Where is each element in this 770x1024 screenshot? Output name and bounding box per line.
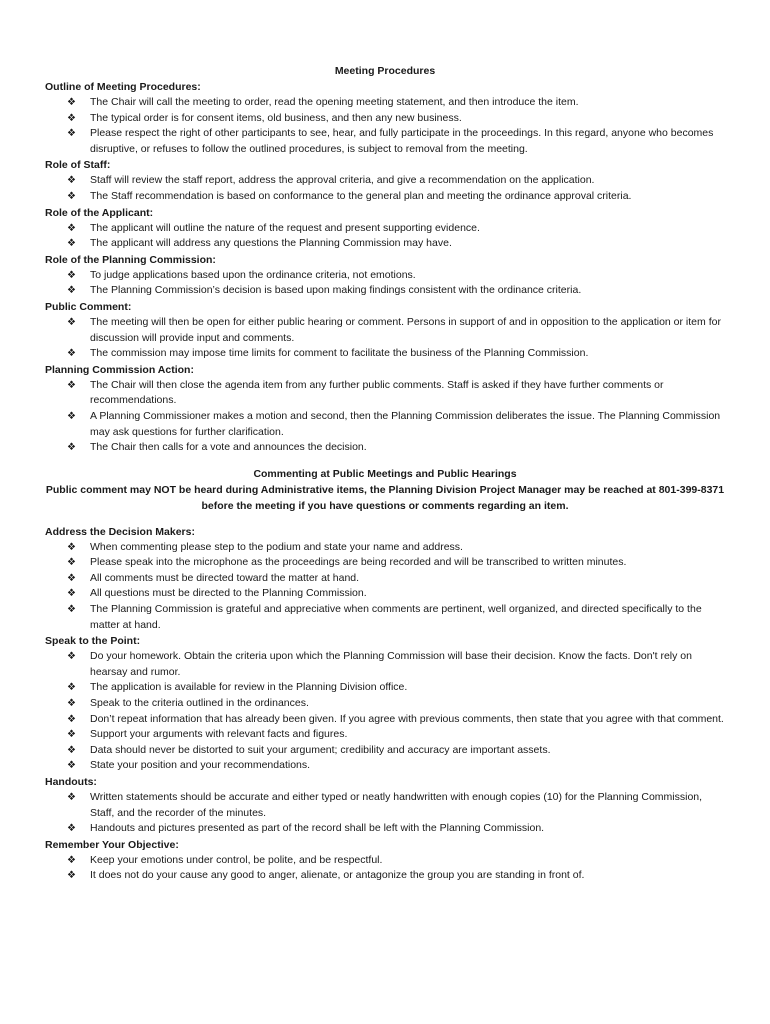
section-heading: Role of Staff:: [45, 159, 111, 172]
list-item-text: Keep your emotions under control, be polite, and be respectful.: [90, 853, 383, 866]
diamond-bullet-icon: ❖: [67, 269, 76, 281]
list-item: [45, 95, 725, 111]
list-item-text: The meeting will then be open for either public hearing or comment. Persons in support of and in opposition to the application or item for discussion will provide input and comments.: [90, 315, 721, 344]
list-item: [45, 378, 725, 409]
diamond-bullet-icon: ❖: [67, 651, 76, 663]
section-heading: Handouts:: [45, 776, 97, 788]
diamond-bullet-icon: ❖: [67, 112, 76, 124]
list-item-text: To judge applications based upon the ordinance criteria, not emotions.: [90, 268, 416, 281]
list-item: [45, 649, 725, 680]
list-item: [45, 743, 725, 759]
section-heading: Role of the Planning Commission:: [45, 253, 216, 266]
list-item-text: The Chair will call the meeting to order, read the opening meeting statement, and then introduce the item.: [90, 96, 579, 108]
list-item-text: The typical order is for consent items, old business, and then any new business.: [90, 111, 462, 124]
section-heading: Remember Your Objective:: [45, 838, 179, 851]
list-item: [45, 602, 725, 633]
list-item-text: Written statements should be accurate and either typed or neatly handwritten with enough copies (10) for the Planning Commission, Staff, and the recorder of the minutes.: [90, 791, 703, 819]
diamond-bullet-icon: ❖: [67, 760, 76, 772]
diamond-bullet-icon: ❖: [67, 870, 76, 882]
list-item-text: The commission may impose time limits for comment to facilitate the business of the Planning Commission.: [90, 347, 589, 360]
bullet-list: [45, 268, 725, 299]
list-item-text: When commenting please step to the podium and state your name and address.: [90, 540, 463, 553]
section-heading: Role of the Applicant:: [45, 206, 154, 219]
list-item-text: Handouts and pictures presented as part of the record shall be left with the Planning Commission.: [90, 822, 545, 835]
diamond-bullet-icon: ❖: [67, 854, 76, 866]
diamond-bullet-icon: ❖: [67, 588, 76, 600]
list-item: [45, 283, 725, 299]
diamond-bullet-icon: ❖: [67, 729, 76, 741]
list-item-text: The Staff recommendation is based on conformance to the general plan and meeting the ordinance approval criteria.: [90, 189, 632, 202]
list-item-text: It does not do your cause any good to anger, alienate, or antagonize the group you are standing in front of.: [90, 869, 585, 882]
bullet-list: [45, 315, 725, 362]
diamond-bullet-icon: ❖: [67, 222, 76, 234]
list-item-text: The applicant will address any questions the Planning Commission may have.: [90, 237, 452, 250]
diamond-bullet-icon: ❖: [67, 97, 76, 108]
list-item-text: Do your homework. Obtain the criteria upon which the Planning Commission will base their decision. Know the facts. Don't rely on hearsay and rumor.: [90, 650, 692, 678]
list-item: [45, 853, 725, 869]
list-item: [45, 126, 725, 157]
diamond-bullet-icon: ❖: [67, 442, 76, 454]
diamond-bullet-icon: ❖: [67, 713, 76, 725]
diamond-bullet-icon: ❖: [67, 823, 76, 835]
diamond-bullet-icon: ❖: [67, 238, 76, 250]
list-item: [45, 540, 725, 556]
section-heading: Speak to the Point:: [45, 635, 141, 648]
document-page: [45, 63, 725, 884]
bullet-list: [45, 173, 725, 204]
administrative-notice: Public comment may NOT be heard during Administrative items, the Planning Division Project Manager may be reached at 801-399-8371 before the meeting if you have questions or comments regarding an item.: [45, 483, 725, 512]
list-item: [45, 315, 725, 346]
diamond-bullet-icon: ❖: [67, 792, 76, 803]
list-item: [45, 111, 725, 127]
list-item: [45, 712, 725, 728]
commenting-sections: [45, 524, 725, 884]
list-item-text: State your position and your recommendations.: [90, 759, 311, 772]
list-item-text: The application is available for review in the Planning Division office.: [90, 681, 408, 694]
list-item-text: Staff will review the staff report, address the approval criteria, and give a recommendation on the application.: [90, 174, 595, 187]
list-item-text: The applicant will outline the nature of the request and present supporting evidence.: [90, 221, 480, 234]
meeting-procedures-sections: [45, 79, 725, 456]
bullet-list: [45, 221, 725, 252]
list-item: [45, 868, 725, 884]
list-item-text: All questions must be directed to the Planning Commission.: [90, 587, 367, 600]
section-heading: Planning Commission Action:: [45, 363, 194, 376]
list-item: [45, 680, 725, 696]
diamond-bullet-icon: ❖: [67, 572, 76, 584]
diamond-bullet-icon: ❖: [67, 285, 76, 297]
list-item: [45, 586, 725, 602]
list-item-text: Don’t repeat information that has already been given. If you agree with previous comments, then state that you agree with that comment.: [90, 712, 724, 725]
list-item-text: Data should never be distorted to suit your argument; credibility and accuracy are important assets.: [90, 743, 551, 756]
list-item: [45, 346, 725, 362]
diamond-bullet-icon: ❖: [67, 541, 76, 553]
bullet-list: [45, 649, 725, 774]
diamond-bullet-icon: ❖: [67, 604, 76, 616]
diamond-bullet-icon: ❖: [67, 744, 76, 756]
bullet-list: [45, 378, 725, 456]
list-item-text: The Planning Commission is grateful and appreciative when comments are pertinent, well organized, and directed specifically to the matter at hand.: [90, 603, 702, 631]
diamond-bullet-icon: ❖: [67, 682, 76, 694]
diamond-bullet-icon: ❖: [67, 557, 76, 569]
diamond-bullet-icon: ❖: [67, 698, 76, 710]
section-spacer: [45, 456, 725, 466]
list-item-text: Please speak into the microphone as the proceedings are being recorded and will be transcribed to written minutes.: [90, 556, 627, 569]
diamond-bullet-icon: ❖: [67, 410, 76, 422]
diamond-bullet-icon: ❖: [67, 190, 76, 202]
diamond-bullet-icon: ❖: [67, 379, 76, 391]
bullet-list: [45, 95, 725, 157]
list-item-text: All comments must be directed toward the matter at hand.: [90, 571, 360, 584]
bullet-list: [45, 790, 725, 837]
meeting-procedures-title: Meeting Procedures: [334, 65, 436, 77]
diamond-bullet-icon: ❖: [67, 316, 76, 328]
list-item-text: Please respect the right of other participants to see, hear, and fully participate in the proceedings. In this regard, anyone who becomes disruptive, or refuses to follow the outlined procedures, is subject to removal from the meeting.: [90, 127, 714, 155]
list-item: [45, 440, 725, 456]
diamond-bullet-icon: ❖: [67, 348, 76, 360]
list-item-text: Speak to the criteria outlined in the ordinances.: [90, 697, 309, 710]
list-item-text: Support your arguments with relevant facts and figures.: [90, 728, 348, 741]
list-item: [45, 790, 725, 821]
list-item: [45, 173, 725, 189]
section-heading: Public Comment:: [45, 300, 132, 313]
list-item: [45, 696, 725, 712]
list-item: [45, 555, 725, 571]
list-item: [45, 727, 725, 743]
section-heading: Outline of Meeting Procedures:: [45, 81, 201, 93]
list-item-text: A Planning Commissioner makes a motion and second, then the Planning Commission deliberates the issue. The Planning Commission may ask questions for further clarification.: [90, 409, 721, 438]
list-item: [45, 821, 725, 837]
list-item: [45, 268, 725, 284]
list-item: [45, 758, 725, 774]
list-item: [45, 221, 725, 237]
list-item: [45, 189, 725, 205]
bullet-list: [45, 540, 725, 634]
list-item: [45, 571, 725, 587]
list-item: [45, 236, 725, 252]
list-item: [45, 409, 725, 440]
bullet-list: [45, 853, 725, 884]
list-item-text: The Planning Commission’s decision is based upon making findings consistent with the ordinance criteria.: [90, 284, 582, 297]
diamond-bullet-icon: ❖: [67, 175, 76, 187]
list-item-text: The Chair then calls for a vote and announces the decision.: [90, 441, 367, 454]
diamond-bullet-icon: ❖: [67, 128, 76, 140]
section-heading: Address the Decision Makers:: [45, 525, 195, 538]
commenting-title: Commenting at Public Meetings and Public Hearings: [253, 467, 517, 480]
list-item-text: The Chair will then close the agenda item from any further public comments. Staff is asked if they have further comments or recommendations.: [90, 378, 664, 407]
